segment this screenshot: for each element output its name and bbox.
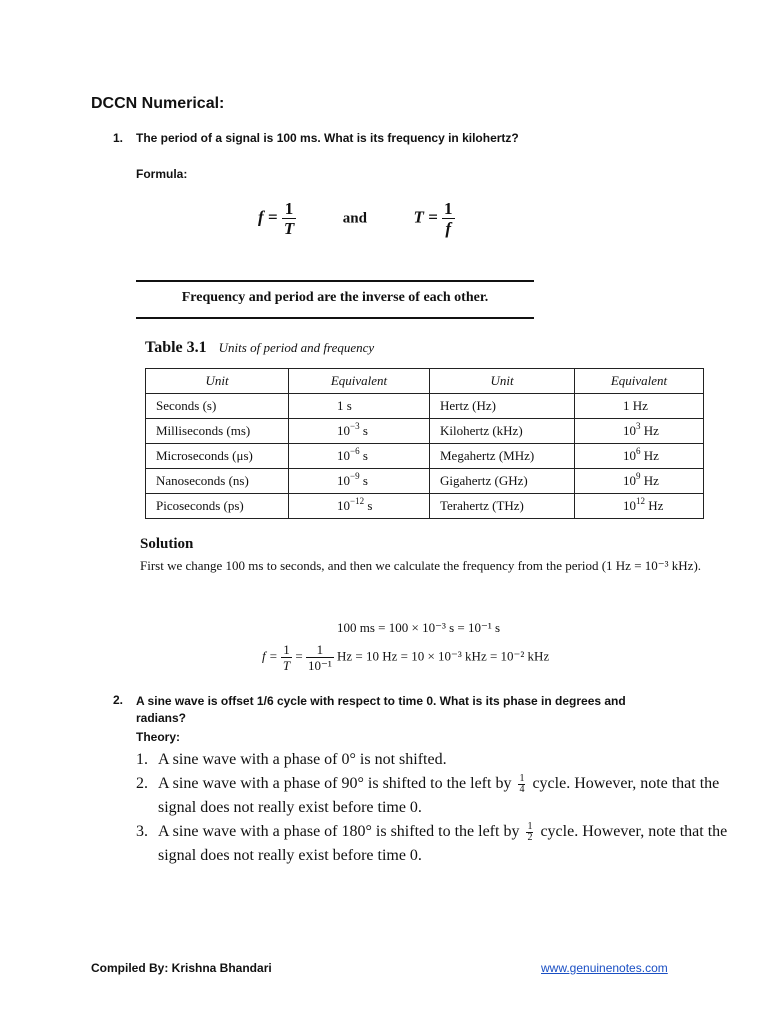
formula-f-lhs: f =: [258, 207, 278, 227]
formula-t-fraction: [442, 200, 455, 237]
half-fraction: [526, 822, 533, 843]
theory-list: [136, 748, 736, 868]
theory-label: Theory:: [136, 730, 181, 744]
cell-text: 10: [623, 423, 636, 438]
cell-text: Megahertz (MHz): [440, 448, 535, 463]
eq-fraction-denominator: T: [282, 658, 291, 673]
top-rule: [136, 280, 534, 282]
time-equivalent-cell: [289, 494, 430, 519]
table-title: Units of period and frequency: [218, 340, 375, 355]
table-caption: [145, 339, 374, 357]
frequency-unit-cell: [430, 394, 575, 419]
solution-text: First we change 100 ms to seconds, and then we calculate the frequency from the period (1 Hz = 10⁻³ kHz).: [140, 558, 702, 573]
cell-text: Hz: [640, 473, 659, 488]
eq-fraction-denominator: 10⁻¹: [307, 658, 332, 673]
theory-item-number: 3.: [136, 823, 148, 840]
question-2-number: 2.: [113, 693, 124, 707]
frequency-unit-cell: [430, 444, 575, 469]
exponent: −12: [350, 496, 365, 506]
cell-text: 1 s: [337, 398, 352, 413]
header-unit: Unit: [146, 369, 289, 394]
time-unit-cell: [146, 494, 289, 519]
question-1-text: The period of a signal is 100 ms. What is its frequency in kilohertz?: [136, 131, 519, 145]
cell-text: Picoseconds (ps): [156, 498, 244, 513]
conversion-equation: 100 ms = 100 × 10⁻³ s = 10⁻¹ s: [337, 620, 501, 635]
fraction-denominator: 2: [527, 831, 533, 843]
formula-f-fraction: [282, 200, 296, 237]
cell-text: 10: [623, 473, 636, 488]
formula-t-lhs: T =: [413, 207, 438, 227]
cell-text: 10: [623, 448, 636, 463]
cell-text: 10: [623, 498, 636, 513]
eq-result: Hz = 10 Hz = 10 × 10⁻³ kHz = 10⁻² kHz: [336, 648, 550, 664]
header-unit: Unit: [430, 369, 575, 394]
time-equivalent-cell: [289, 444, 430, 469]
bottom-rule: [136, 317, 534, 319]
theory-item: [136, 748, 736, 772]
exponent: −3: [350, 421, 360, 431]
exponent: −9: [350, 471, 360, 481]
table-header-row: [146, 369, 704, 394]
table-row: [146, 494, 704, 519]
cell-text: Gigahertz (GHz): [440, 473, 528, 488]
theory-item-text: A sine wave with a phase of 0° is not shifted.: [158, 751, 447, 768]
exponent: −6: [350, 446, 360, 456]
fraction-denominator: 4: [519, 783, 525, 795]
page-heading: DCCN Numerical:: [91, 95, 225, 112]
solution-heading: Solution: [140, 536, 194, 552]
exponent: 6: [636, 446, 641, 456]
time-equivalent-cell: [289, 469, 430, 494]
table-row: [146, 419, 704, 444]
theory-item-text: A sine wave with a phase of 180° is shifted to the left by: [158, 823, 520, 840]
cell-text: Kilohertz (kHz): [440, 423, 523, 438]
eq-fraction-numerator: 1: [306, 643, 334, 658]
eq-fraction-1-over-period: [306, 643, 334, 672]
frequency-equivalent-cell: [575, 494, 704, 519]
frequency-equivalent-cell: [575, 444, 704, 469]
footer-website-link[interactable]: www.genuinenotes.com: [541, 961, 668, 975]
time-unit-cell: [146, 444, 289, 469]
time-unit-cell: [146, 419, 289, 444]
exponent: 9: [636, 471, 641, 481]
table-row: [146, 394, 704, 419]
question-1-number: 1.: [113, 131, 124, 145]
formula-t-numerator: 1: [444, 199, 453, 218]
cell-text: s: [359, 448, 368, 463]
inverse-statement: Frequency and period are the inverse of each other.: [181, 290, 489, 305]
cell-text: 10: [337, 423, 350, 438]
table-row: [146, 444, 704, 469]
eq-fraction-numerator: 1: [281, 643, 292, 658]
cell-text: s: [364, 498, 373, 513]
formula-t-denominator: f: [445, 219, 452, 238]
header-equivalent: Equivalent: [575, 369, 704, 394]
cell-text: 10: [337, 448, 350, 463]
formula-label: Formula:: [136, 167, 188, 181]
cell-text: 1 Hz: [623, 398, 648, 413]
frequency-equivalent-cell: [575, 469, 704, 494]
theory-item: [136, 772, 736, 820]
header-equivalent: Equivalent: [289, 369, 430, 394]
cell-text: Hz: [645, 498, 664, 513]
time-unit-cell: [146, 394, 289, 419]
time-equivalent-cell: [289, 394, 430, 419]
formula-f-numerator: 1: [282, 200, 296, 219]
cell-text: s: [359, 473, 368, 488]
formula-and: and: [342, 210, 367, 227]
theory-item-number: 2.: [136, 775, 148, 792]
eq-f-lhs: f =: [262, 648, 278, 664]
theory-item-text: A sine wave with a phase of 90° is shifted to the left by: [158, 775, 512, 792]
cell-text: Hz: [640, 423, 659, 438]
theory-item-text: cycle. However, note that the signal does not really exist before time 0.: [158, 823, 728, 864]
fraction-numerator: 1: [527, 820, 533, 832]
formula-f-denominator: T: [283, 219, 295, 238]
cell-text: Hertz (Hz): [440, 398, 496, 413]
cell-text: Hz: [640, 448, 659, 463]
frequency-unit-cell: [430, 469, 575, 494]
frequency-equation: [262, 643, 549, 672]
quarter-fraction: [518, 774, 525, 795]
eq-equals: =: [295, 648, 303, 664]
cell-text: Nanoseconds (ns): [156, 473, 249, 488]
cell-text: Milliseconds (ms): [156, 423, 251, 438]
theory-item-text: cycle. However, note that the signal does not really exist before time 0.: [158, 775, 720, 816]
eq-fraction-1-over-t: [281, 643, 292, 672]
fraction-numerator: 1: [519, 772, 525, 784]
frequency-unit-cell: [430, 419, 575, 444]
frequency-unit-cell: [430, 494, 575, 519]
units-table: [145, 368, 704, 519]
exponent: 3: [636, 421, 641, 431]
cell-text: Microseconds (μs): [156, 448, 253, 463]
theory-item: [136, 820, 736, 868]
cell-text: 10: [337, 498, 350, 513]
table-number: Table 3.1: [145, 339, 207, 356]
table-row: [146, 469, 704, 494]
time-equivalent-cell: [289, 419, 430, 444]
cell-text: Terahertz (THz): [440, 498, 524, 513]
frequency-equivalent-cell: [575, 419, 704, 444]
cell-text: Seconds (s): [156, 398, 217, 413]
question-2-text: A sine wave is offset 1/6 cycle with respect to time 0. What is its phase in degrees and radians?: [136, 694, 626, 725]
exponent: 12: [636, 496, 645, 506]
cell-text: s: [359, 423, 368, 438]
frequency-period-formula: [258, 200, 455, 237]
cell-text: 10: [337, 473, 350, 488]
time-unit-cell: [146, 469, 289, 494]
theory-item-number: 1.: [136, 751, 148, 768]
frequency-equivalent-cell: [575, 394, 704, 419]
footer-author: Compiled By: Krishna Bhandari: [91, 961, 272, 975]
